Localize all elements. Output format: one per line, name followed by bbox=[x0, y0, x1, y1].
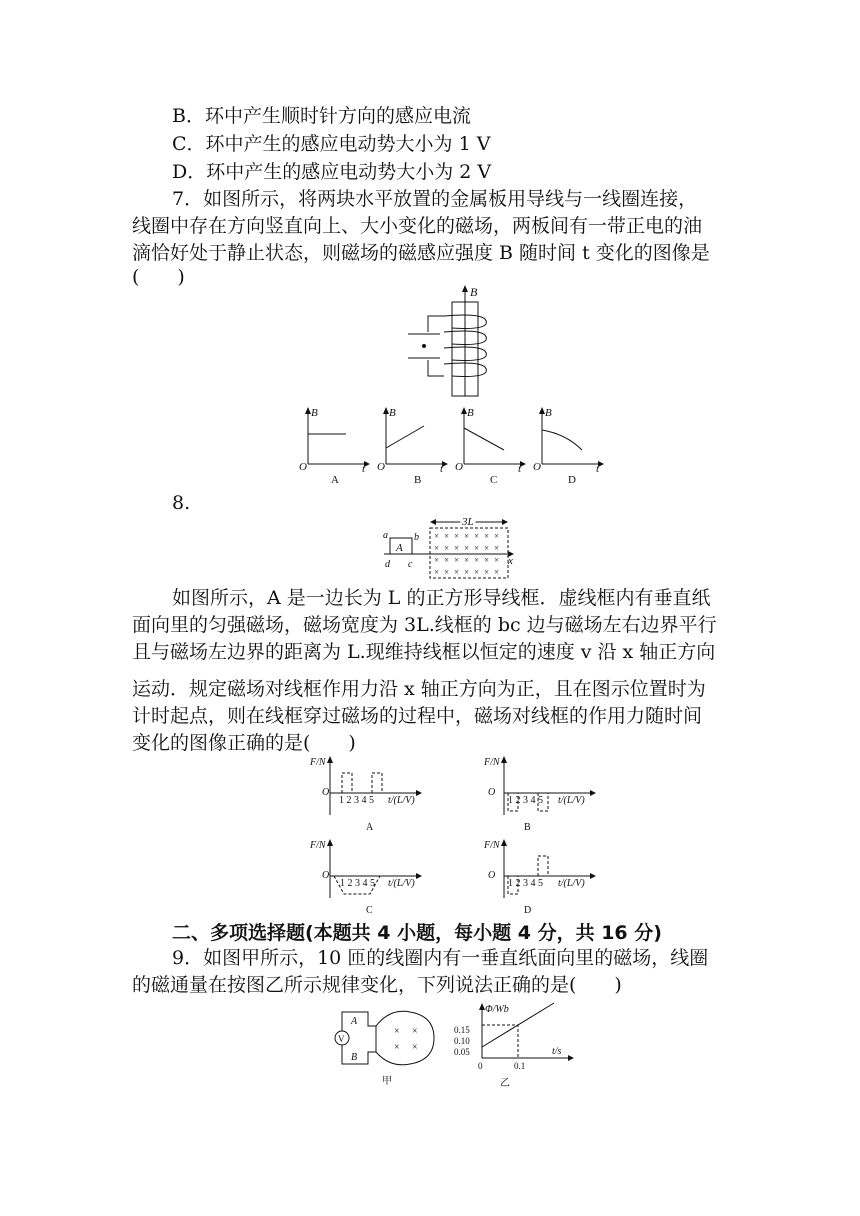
q9-meter-label: V bbox=[338, 1034, 345, 1044]
svg-text:×: × bbox=[464, 555, 470, 565]
q9-ytick-010: 0.10 bbox=[454, 1036, 470, 1046]
q7-coil-figure bbox=[400, 284, 510, 404]
q9-origin: 0 bbox=[478, 1061, 483, 1071]
q8-graph-c-o: O bbox=[322, 870, 330, 881]
q7-graph-c bbox=[452, 406, 532, 486]
q8-option-a: A bbox=[366, 822, 374, 833]
q7-wire-bottom bbox=[428, 360, 444, 376]
q8-graph-d-t: t/(L/V) bbox=[558, 878, 585, 889]
q7-graph-c-b: B bbox=[467, 407, 474, 419]
svg-text:×: × bbox=[444, 543, 450, 553]
q8-corner-b: b bbox=[414, 532, 419, 543]
svg-text:×: × bbox=[454, 531, 460, 541]
q7-line-1: 7．如图所示，将两块水平放置的金属板用导线与一线圈连接， bbox=[172, 188, 698, 210]
q8-number: 8. bbox=[172, 492, 191, 514]
q8-line-5: 计时起点，则在线框穿过磁场的过程中，磁场对线框的作用力随时间 bbox=[132, 705, 703, 727]
q9-y-label: Φ/Wb bbox=[485, 1004, 509, 1015]
svg-text:×: × bbox=[494, 567, 500, 577]
q8-graph-b-ticks: 1 2 3 4 5 bbox=[508, 795, 543, 806]
q9-field-crosses bbox=[394, 1026, 418, 1053]
q8-graph-d-ticks: 1 2 3 4 5 bbox=[508, 878, 543, 889]
svg-text:×: × bbox=[412, 1026, 418, 1037]
q7-graph-a-o: O bbox=[299, 461, 307, 473]
svg-text:×: × bbox=[454, 567, 460, 577]
svg-text:×: × bbox=[464, 531, 470, 541]
q9-ytick-015: 0.15 bbox=[454, 1025, 470, 1035]
svg-text:×: × bbox=[444, 567, 450, 577]
q7-graph-d bbox=[530, 406, 610, 486]
q9-guide-lines bbox=[482, 1025, 518, 1058]
q6-option-c: C．环中产生的感应电动势大小为 1 V bbox=[172, 133, 491, 155]
q8-graph-a bbox=[310, 755, 430, 835]
q7-wire-top bbox=[428, 316, 444, 332]
q9-line-1: 9．如图甲所示，10 匝的线圈内有一垂直纸面向里的磁场，线圈 bbox=[172, 947, 709, 969]
q7-graph-c-t: t bbox=[518, 463, 522, 475]
q7-line-3: 滴恰好处于静止状态，则磁场的磁感应强度 B 随时间 t 变化的图像是 bbox=[132, 242, 710, 264]
q7-graph-d-b: B bbox=[545, 407, 552, 419]
q8-corner-a: a bbox=[383, 530, 388, 541]
svg-text:×: × bbox=[394, 1026, 400, 1037]
q7-fig-axis-b: B bbox=[470, 285, 478, 299]
q8-graph-b-o: O bbox=[488, 787, 496, 798]
q8-graph-d-o: O bbox=[488, 870, 496, 881]
q8-line-3: 且与磁场左边界的距离为 L.现维持线框以恒定的速度 v 沿 x 轴正方向 bbox=[132, 641, 716, 663]
q9-x-label: t/s bbox=[552, 1046, 562, 1057]
q8-graph-a-t: t/(L/V) bbox=[388, 795, 415, 806]
svg-text:×: × bbox=[454, 543, 460, 553]
q7-graph-b-b: B bbox=[389, 407, 396, 419]
q8-field-figure bbox=[380, 510, 530, 582]
q9-terminal-a: A bbox=[351, 1016, 358, 1027]
q8-line-4: 运动．规定磁场对线框作用力沿 x 轴正方向为正，且在图示位置时为 bbox=[132, 678, 706, 700]
q7-graph-b bbox=[374, 406, 454, 486]
q7-option-a: A bbox=[331, 474, 339, 486]
q9-terminal-b: B bbox=[351, 1052, 358, 1063]
svg-text:×: × bbox=[412, 1042, 418, 1053]
q7-option-d: D bbox=[568, 474, 576, 486]
svg-text:×: × bbox=[474, 555, 480, 565]
q7-graph-a-t: t bbox=[362, 463, 366, 475]
svg-text:×: × bbox=[494, 555, 500, 565]
q8-graph-b bbox=[484, 755, 604, 835]
q9-flux-chart bbox=[452, 1002, 582, 1094]
q8-width-label: 3L bbox=[462, 516, 474, 528]
svg-text:×: × bbox=[394, 1042, 400, 1053]
svg-text:×: × bbox=[484, 555, 490, 565]
svg-text:×: × bbox=[434, 567, 440, 577]
q8-corner-d: d bbox=[385, 559, 390, 570]
q8-graph-c-f: F/N bbox=[310, 840, 326, 851]
svg-text:×: × bbox=[444, 531, 450, 541]
q9-coil-ring bbox=[376, 1011, 434, 1065]
svg-text:×: × bbox=[454, 555, 460, 565]
svg-text:×: × bbox=[434, 531, 440, 541]
q8-x-label: x bbox=[508, 555, 513, 567]
q7-line-4: ( ) bbox=[132, 266, 185, 288]
svg-text:×: × bbox=[444, 555, 450, 565]
q8-option-d: D bbox=[524, 905, 532, 916]
q8-line-2: 面向里的匀强磁场，磁场宽度为 3L.线框的 bc 边与磁场左右边界平行 bbox=[132, 614, 717, 636]
svg-text:×: × bbox=[434, 555, 440, 565]
q6-option-d: D．环中产生的感应电动势大小为 2 V bbox=[172, 161, 492, 183]
q8-graph-a-f: F/N bbox=[310, 757, 326, 768]
q8-graph-a-ticks: 1 2 3 4 5 bbox=[339, 795, 374, 806]
q9-line-2: 的磁通量在按图乙所示规律变化，下列说法正确的是( ) bbox=[132, 974, 622, 996]
q8-graph-d bbox=[484, 838, 604, 918]
q8-graph-c-ticks: 1 2 3 4 5 bbox=[340, 878, 375, 889]
q9-xtick: 0.1 bbox=[514, 1061, 526, 1071]
q7-oil-drop bbox=[422, 344, 426, 348]
q8-graph-c-t: t/(L/V) bbox=[388, 878, 415, 889]
q8-line-6: 变化的图像正确的是( ) bbox=[132, 732, 356, 754]
svg-text:×: × bbox=[464, 567, 470, 577]
q8-graph-a-o: O bbox=[322, 787, 330, 798]
q7-graph-c-o: O bbox=[455, 461, 463, 473]
q7-graph-a bbox=[296, 406, 376, 486]
svg-text:×: × bbox=[434, 543, 440, 553]
q9-figure-a bbox=[330, 1008, 450, 1088]
q9-ytick-005: 0.05 bbox=[454, 1047, 470, 1057]
q8-graph-b-t: t/(L/V) bbox=[558, 795, 585, 806]
q9-caption-b: 乙 bbox=[500, 1078, 510, 1089]
q8-graph-d-f: F/N bbox=[484, 840, 500, 851]
svg-text:×: × bbox=[484, 567, 490, 577]
svg-text:×: × bbox=[464, 543, 470, 553]
svg-text:×: × bbox=[474, 543, 480, 553]
q7-option-c: C bbox=[490, 474, 498, 486]
q8-graph-b-f: F/N bbox=[484, 757, 500, 768]
q7-line-2: 线圈中存在方向竖直向上、大小变化的磁场，两板间有一带正电的油 bbox=[132, 215, 703, 237]
q8-option-b: B bbox=[524, 822, 531, 833]
q7-option-b: B bbox=[414, 474, 422, 486]
q7-graph-b-o: O bbox=[377, 461, 385, 473]
q7-graph-b-t: t bbox=[440, 463, 444, 475]
svg-text:×: × bbox=[484, 543, 490, 553]
svg-text:×: × bbox=[474, 531, 480, 541]
svg-text:×: × bbox=[494, 531, 500, 541]
q7-graph-d-t: t bbox=[596, 463, 600, 475]
q7-graph-d-o: O bbox=[533, 461, 541, 473]
q8-line-1: 如图所示，A 是一边长为 L 的正方形导线框．虚线框内有垂直纸 bbox=[172, 587, 711, 609]
svg-text:×: × bbox=[484, 531, 490, 541]
q8-frame-label: A bbox=[396, 542, 403, 554]
q7-graph-a-b: B bbox=[311, 407, 318, 419]
section-2-heading: 二、多项选择题(本题共 4 小题，每小题 4 分，共 16 分) bbox=[172, 922, 662, 944]
q8-corner-c: c bbox=[408, 559, 413, 570]
svg-text:×: × bbox=[474, 567, 480, 577]
q6-option-b: B．环中产生顺时针方向的感应电流 bbox=[172, 105, 471, 127]
q8-graph-c bbox=[310, 838, 430, 918]
svg-text:×: × bbox=[494, 543, 500, 553]
q9-caption-a: 甲 bbox=[382, 1076, 392, 1087]
q8-option-c: C bbox=[366, 905, 373, 916]
